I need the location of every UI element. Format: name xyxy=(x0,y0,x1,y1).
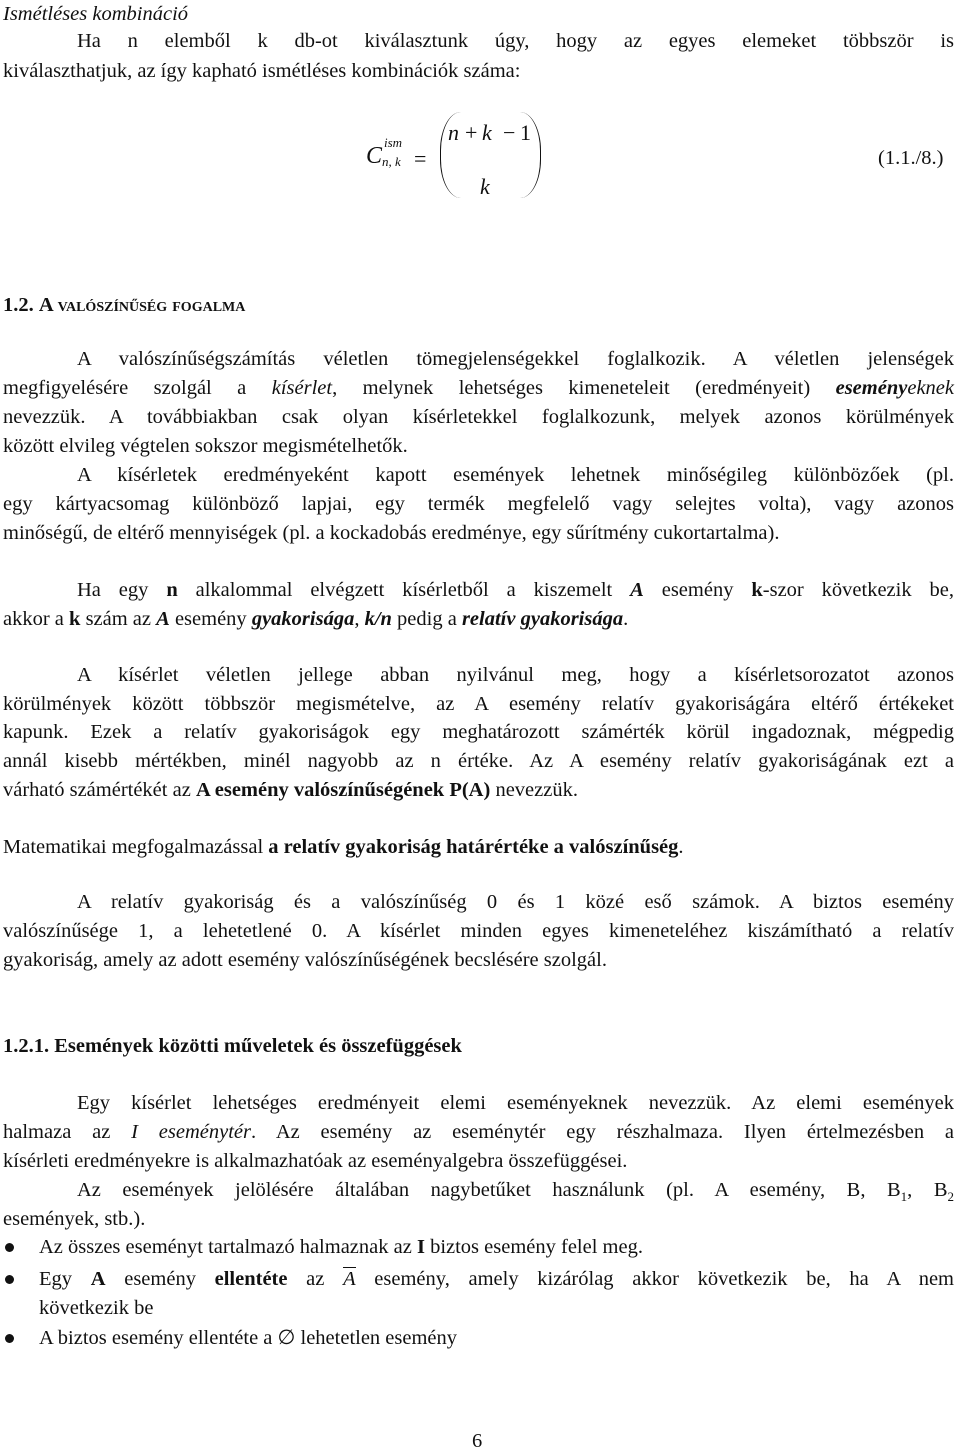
formula xyxy=(360,108,960,208)
section-heading xyxy=(3,291,245,320)
section-title: A valószínűség fogalma xyxy=(38,294,246,316)
paragraph-line: valószínűsége 1, a lehetetlené 0. A kísérlet minden egyes kimeneteléhez kiszámítható a relatív xyxy=(3,920,954,942)
paragraph-line: A valószínűségszámítás véletlen tömegjelenségekkel foglalkozik. A véletlen jelenségek xyxy=(77,348,954,370)
paragraph-line: A kísérletek eredményeként kapott események lehetnek minőségileg különbözőek (pl. xyxy=(77,464,954,486)
page-number: 6 xyxy=(472,1430,483,1452)
right-paren xyxy=(520,112,541,198)
complement-a: A xyxy=(343,1268,356,1290)
paragraph-line: annál kisebb mértékben, minél nagyobb az n értéke. Az A esemény relatív gyakoriságának ezt a xyxy=(3,750,954,772)
paragraph-line: egy kártyacsomag különböző lapjai, egy termék megfelelő vagy selejtes volta), vagy azonos xyxy=(3,493,954,515)
term-esemeny: esemény xyxy=(835,377,908,399)
formula-sup: ism xyxy=(384,135,403,150)
paragraph-line: A relatív gyakoriság és a valószínűség 0 és 1 közé eső számok. A biztos esemény xyxy=(77,891,954,913)
term-kiserlet: kísérlet xyxy=(271,377,333,399)
formula-top-n: n xyxy=(448,120,459,145)
subsection-heading: Ismétléses kombináció xyxy=(3,3,189,25)
term-gyakorisag: gyakorisága xyxy=(251,608,355,630)
paragraph-line: Ha egy n alkalommal elvégzett kísérletből a kiszemelt A esemény k-szor következik be, xyxy=(77,579,954,601)
paragraph-line: Egy kísérlet lehetséges eredményeit elemi eseményeknek nevezzük. Az elemi események xyxy=(77,1092,954,1114)
formula-bottom-k: k xyxy=(480,174,490,199)
paragraph-line: kísérleti eredményekre is alkalmazhatóak az eseményalgebra összefüggései. xyxy=(3,1150,628,1172)
bullet-dot xyxy=(5,1243,14,1252)
formula-top-k: k xyxy=(482,120,492,145)
paragraph-line: körülmények között többször megismételve, az A esemény relatív gyakoriságára eltérő értékeket xyxy=(3,693,954,715)
term-relativ-gyakorisag: relatív gyakorisága xyxy=(461,608,624,630)
formula-sub: n, k xyxy=(382,154,401,169)
paragraph-line: halmaza az I eseménytér. Az esemény az eseménytér egy részhalmaza. Ilyen értelmezésben a xyxy=(3,1121,955,1143)
paragraph-line: megfigyelésére szolgál a kísérlet, melynek lehetséges kimeneteleit (eredményeit) eseményeknek xyxy=(3,377,954,399)
formula-c: C xyxy=(366,143,383,169)
empty-set-symbol: ∅ xyxy=(277,1327,296,1349)
list-item: Az összes eseményt tartalmazó halmaznak az I biztos esemény felel meg. xyxy=(39,1236,643,1258)
list-item: A biztos esemény ellentéte a ∅ lehetetlen esemény xyxy=(39,1327,458,1349)
paragraph-line: A kísérlet véletlen jellege abban nyilvánul meg, hogy a kísérletsorozatot azonos xyxy=(77,664,954,686)
paragraph-line: Ha n elemből k db-ot kiválasztunk úgy, hogy az egyes elemeket többször is xyxy=(77,30,954,52)
paragraph-line: Matematikai megfogalmazással a relatív gyakoriság határértéke a valószínűség. xyxy=(3,836,684,858)
list-item-continuation: következik be xyxy=(39,1297,154,1319)
formula-top-plus: + xyxy=(465,120,478,145)
bullet-dot xyxy=(5,1275,14,1284)
paragraph-line: akkor a k szám az A esemény gyakorisága, k/n pedig a relatív gyakorisága. xyxy=(3,608,629,630)
formula-top-one: 1 xyxy=(520,120,531,145)
paragraph-line: kiválaszthatjuk, az így kapható ismétléses kombinációk száma: xyxy=(3,60,521,82)
section-number: 1.2. xyxy=(3,294,39,316)
paragraph-line: események, stb.). xyxy=(3,1208,146,1230)
formula-equals: = xyxy=(414,146,427,171)
paragraph-line: gyakoriság, amely az adott esemény valószínűségének becslésére szolgál. xyxy=(3,949,607,971)
paragraph-line: nevezzük. A továbbiakban csak olyan kísérletekkel foglalkozunk, melyek azonos körülmények xyxy=(3,406,954,428)
equation-number: (1.1./8.) xyxy=(878,147,944,169)
paragraph-line: várható számértékét az A esemény valószínűségének P(A) nevezzük. xyxy=(3,779,578,801)
paragraph-line: minőségű, de eltérő mennyiségek (pl. a kockadobás eredménye, egy sűrítmény cukortartalma). xyxy=(3,522,780,544)
paragraph-line: kapunk. Ezek a relatív gyakoriságok egy meghatározott számérték körül ingadoznak, mégpedig xyxy=(3,721,954,743)
bullet-dot xyxy=(5,1334,14,1343)
formula-top-minus: − xyxy=(503,120,516,145)
section-heading: 1.2.1. Események közötti műveletek és összefüggések xyxy=(3,1035,462,1057)
list-item: Egy A esemény ellentéte az A esemény, amely kizárólag akkor következik be, ha A nem xyxy=(39,1268,954,1290)
term-esemenyter: I eseménytér xyxy=(131,1121,251,1143)
paragraph-line: Az események jelölésére általában nagybetűket használunk (pl. A esemény, B, $B_1$, $B_2$ xyxy=(77,1179,954,1205)
paragraph-line: között elvileg végtelen sokszor megismételhetők. xyxy=(3,435,408,457)
